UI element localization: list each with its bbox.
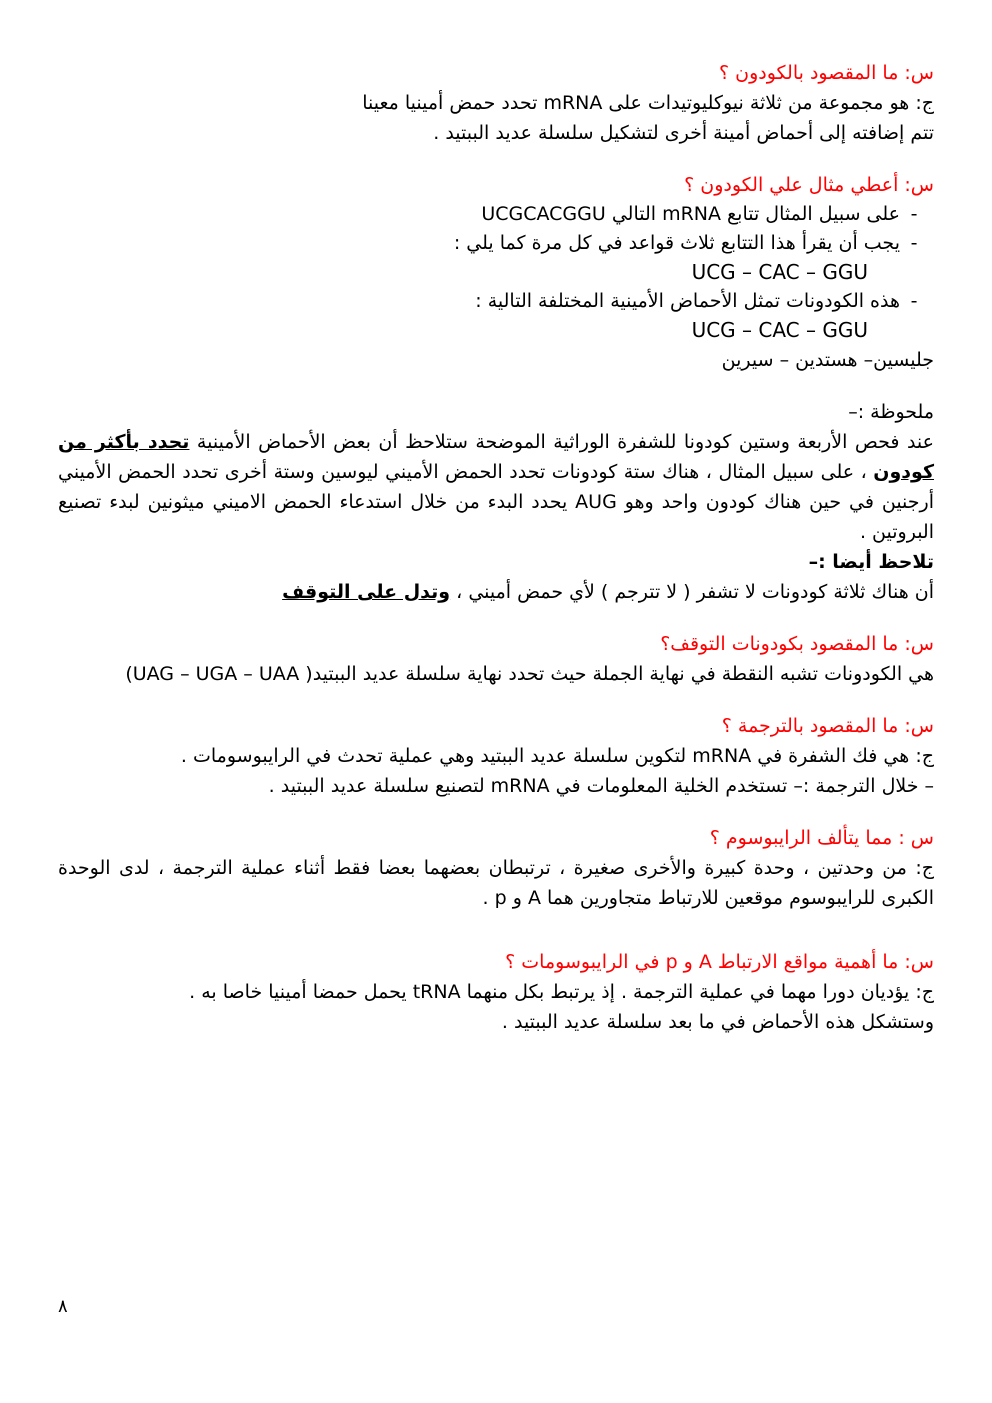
answer-codon-definition-line1: ج: هو مجموعة من ثلاثة نيوكليوتيدات على mRNA تحدد حمض أمينيا معينا [362,92,934,114]
bullet-codons-represent: - هذه الكودونات تمثل الأحماض الأمينية المختلفة التالية : [475,290,918,312]
answer-translation-line1: ج: هي فك الشفرة في mRNA لتكوين سلسلة عديد الببتيد وهي عملية تحدث في الرايبوسومات . [180,745,934,767]
page-number: ٨ [58,1296,68,1317]
note-also-title: تلاحظ أيضا :– [808,551,934,573]
note-also-emphasis: وتدل على التوقف [282,581,451,603]
question-codon-definition: س: ما المقصود بالكودون ؟ [719,62,934,84]
codon-triplets-2: UCG – CAC – GGU [691,318,868,342]
bullet-read-triplets: - يجب أن يقرأ هذا التتابع ثلاث قواعد في كل مرة كما يلي : [453,232,918,254]
answer-ribosome-structure: ج: من وحدتين ، وحدة كبيرة والأخرى صغيرة ، ترتبطان بعضهما بعضا فقط أثناء عملية الترجمة ، لدى الوحدة الكبرى للرايبوسوم موقعين للارتباط متجاورين هما A و p . [58,857,934,909]
codon-triplets-1: UCG – CAC – GGU [691,260,868,284]
question-binding-sites: س: ما أهمية مواقع الارتباط A و p في الرايبوسومات ؟ [505,951,934,973]
question-stop-codons: س: ما المقصود بكودونات التوقف؟ [660,633,934,655]
answer-translation-line2: – خلال الترجمة :– تستخدم الخلية المعلومات في mRNA لتصنيع سلسلة عديد الببتيد . [268,775,934,797]
answer-codon-definition-line2: تتم إضافته إلى أحماض أمينة أخرى لتشكيل سلسلة عديد الببتيد . [433,122,934,144]
amino-acid-names: جليسين– هستدين – سيرين [721,349,934,371]
answer-binding-sites-line1: ج: يؤديان دورا مهما في عملية الترجمة . إذ يرتبط بكل منهما tRNA يحمل حمضا أمينيا خاصا به . [189,981,934,1003]
document-page [58,58,934,1037]
note-also-text: أن هناك ثلاثة كودونات لا تشفر ( لا تترجم ) لأي حمض أميني ، وتدل على التوقف [282,581,934,603]
question-ribosome-structure: س : مما يتألف الرايبوسوم ؟ [709,827,934,849]
bullet-example-sequence: - على سبيل المثال تتابع mRNA التالي UCGCACGGU [481,203,918,225]
question-codon-example: س: أعطي مثال علي الكودون ؟ [684,174,934,196]
question-translation: س: ما المقصود بالترجمة ؟ [721,715,934,737]
answer-binding-sites-line2: وستشكل هذه الأحماض في ما بعد سلسلة عديد الببتيد . [501,1011,934,1033]
note-title: ملحوظة :– [848,401,934,423]
note-paragraph: عند فحص الأربعة وستين كودونا للشفرة الوراثية الموضحة ستلاحظ أن بعض الأحماض الأمينية تحدد بأكثر من كودون ، على سبيل المثال ، هناك ستة كودونات تحدد الحمض الأميني ليوسين وستة أخرى تحدد الحمض الأميني أرجنين في حين هناك كودون واحد وهو AUG يحدد البدء من خلال استدعاء الحمض الاميني ميثونين لبدء تصنيع البروتين . [58,431,934,543]
note-emphasis: تحدد بأكثر من كودون [58,431,934,483]
answer-stop-codons: هي الكودونات تشبه النقطة في نهاية الجملة حيث تحدد نهاية سلسلة عديد الببتيد( UAG – UGA – UAA) [125,663,934,685]
